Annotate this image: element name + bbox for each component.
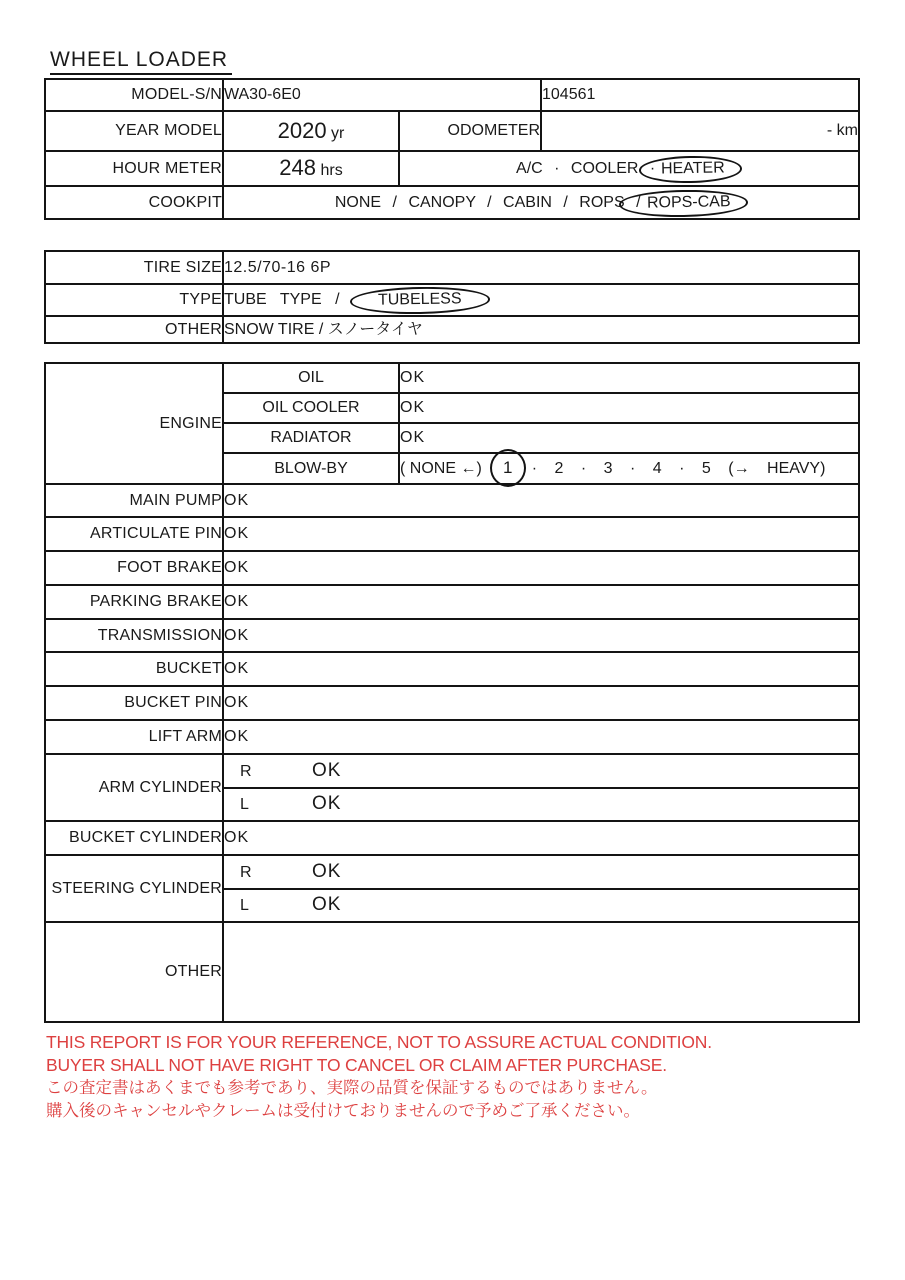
engine-oil-label: OIL xyxy=(223,363,399,393)
year-odometer-row xyxy=(45,111,859,151)
foot-brake-value: OK xyxy=(223,551,859,585)
disclaimer-line-1: THIS REPORT IS FOR YOUR REFERENCE, NOT TO ASSURE ACTUAL CONDITION. xyxy=(46,1032,712,1052)
main-pump-label: MAIN PUMP xyxy=(45,484,223,517)
blowby-scale-suffix: · 2 · 3 · 4 · 5 (→ HEAVY) xyxy=(531,460,826,478)
arm-cylinder-r xyxy=(223,754,859,788)
other-row xyxy=(45,922,859,1022)
ac-selected-circle: HEATER xyxy=(639,155,742,183)
tire-other-value: SNOW TIRE / スノータイヤ xyxy=(223,316,859,343)
bucket-row xyxy=(45,652,859,686)
blowby-scale-prefix: ( NONE ←) xyxy=(400,460,482,478)
cockpit-label: COOKPIT xyxy=(45,186,223,219)
other-value xyxy=(223,922,859,1022)
transmission-value: OK xyxy=(223,619,859,652)
steering-cylinder-r-value: OK xyxy=(312,860,342,882)
lift-arm-row xyxy=(45,720,859,754)
steering-cylinder-l xyxy=(223,889,859,922)
tire-other-row xyxy=(45,316,859,343)
side-l-label: L xyxy=(240,796,249,814)
disclaimer-line-4: 購入後のキャンセルやクレームは受付けておりませんので予めご了承ください。 xyxy=(46,1102,640,1120)
tire-type-selected-circle: TUBELESS xyxy=(349,286,489,315)
model-sn-row xyxy=(45,79,859,111)
engine-radiator-label: RADIATOR xyxy=(223,423,399,453)
lift-arm-label: LIFT ARM xyxy=(45,720,223,754)
side-l-label: L xyxy=(240,897,249,915)
odometer-label: ODOMETER xyxy=(399,111,541,151)
year-model-label: YEAR MODEL xyxy=(45,111,223,151)
steering-cylinder-r xyxy=(223,855,859,889)
engine-oil-cooler-value: OK xyxy=(399,393,859,423)
arm-cylinder-l xyxy=(223,788,859,821)
model-value: WA30-6E0 xyxy=(223,79,541,111)
ac-options xyxy=(399,151,859,186)
articulate-pin-row xyxy=(45,517,859,551)
tire-size-label: TIRE SIZE xyxy=(45,251,223,284)
bucket-pin-row xyxy=(45,686,859,720)
cockpit-selected-circle: ROPS-CAB xyxy=(618,189,747,218)
engine-oil-cooler-label: OIL COOLER xyxy=(223,393,399,423)
model-sn-label: MODEL-S/N xyxy=(45,79,223,111)
tire-table xyxy=(44,250,860,344)
blowby-selected-circle: 1 xyxy=(490,449,526,487)
bucket-label: BUCKET xyxy=(45,652,223,686)
odometer-value: - km xyxy=(541,111,859,151)
tire-type-options-text: TUBE TYPE / xyxy=(224,291,340,309)
cockpit-row xyxy=(45,186,859,219)
engine-radiator-value: OK xyxy=(399,423,859,453)
bucket-cylinder-row xyxy=(45,821,859,855)
tire-type-options xyxy=(223,284,859,316)
ac-options-text: A/C · COOLER · xyxy=(516,159,656,177)
engine-oil-value: OK xyxy=(399,363,859,393)
disclaimer xyxy=(46,1031,712,1123)
year-model-value: 2020 yr xyxy=(223,111,399,151)
side-r-label: R xyxy=(240,762,252,780)
transmission-row xyxy=(45,619,859,652)
hour-ac-row xyxy=(45,151,859,186)
foot-brake-label: FOOT BRAKE xyxy=(45,551,223,585)
page-title: WHEEL LOADER xyxy=(50,48,232,75)
bucket-pin-value: OK xyxy=(223,686,859,720)
tire-size-value: 12.5/70-16 6P xyxy=(223,251,859,284)
blowby-scale xyxy=(399,453,859,484)
steering-cylinder-r-row xyxy=(45,855,859,889)
arm-cylinder-l-value: OK xyxy=(312,793,342,815)
header-table xyxy=(44,78,860,220)
transmission-label: TRANSMISSION xyxy=(45,619,223,652)
tire-type-label: TYPE xyxy=(45,284,223,316)
steering-cylinder-l-value: OK xyxy=(312,894,342,916)
disclaimer-line-2: BUYER SHALL NOT HAVE RIGHT TO CANCEL OR CLAIM AFTER PURCHASE. xyxy=(46,1055,667,1075)
serial-value: 104561 xyxy=(541,79,859,111)
blowby-label: BLOW-BY xyxy=(223,453,399,484)
bucket-cylinder-label: BUCKET CYLINDER xyxy=(45,821,223,855)
arm-cylinder-label: ARM CYLINDER xyxy=(45,754,223,821)
tire-other-label: OTHER xyxy=(45,316,223,343)
side-r-label: R xyxy=(240,863,252,881)
foot-brake-row xyxy=(45,551,859,585)
inspection-table xyxy=(44,362,860,1023)
steering-cylinder-label: STEERING CYLINDER xyxy=(45,855,223,922)
tire-type-row xyxy=(45,284,859,316)
engine-label: ENGINE xyxy=(45,363,223,484)
cockpit-options xyxy=(223,186,859,219)
arm-cylinder-r-row xyxy=(45,754,859,788)
cockpit-options-text: NONE / CANOPY / CABIN / ROPS / xyxy=(334,193,641,211)
arm-cylinder-r-value: OK xyxy=(312,759,342,781)
parking-brake-label: PARKING BRAKE xyxy=(45,585,223,619)
bucket-pin-label: BUCKET PIN xyxy=(45,686,223,720)
parking-brake-row xyxy=(45,585,859,619)
hour-meter-value: 248 hrs xyxy=(223,151,399,186)
bucket-value: OK xyxy=(223,652,859,686)
articulate-pin-label: ARTICULATE PIN xyxy=(45,517,223,551)
engine-oil-row xyxy=(45,363,859,393)
main-pump-value: OK xyxy=(223,484,859,517)
bucket-cylinder-value: OK xyxy=(223,821,859,855)
lift-arm-value: OK xyxy=(223,720,859,754)
hour-meter-label: HOUR METER xyxy=(45,151,223,186)
disclaimer-line-3: この査定書はあくまでも参考であり、実際の品質を保証するものではありません。 xyxy=(46,1079,658,1097)
tire-size-row xyxy=(45,251,859,284)
articulate-pin-value: OK xyxy=(223,517,859,551)
other-label: OTHER xyxy=(45,922,223,1022)
main-pump-row xyxy=(45,484,859,517)
parking-brake-value: OK xyxy=(223,585,859,619)
